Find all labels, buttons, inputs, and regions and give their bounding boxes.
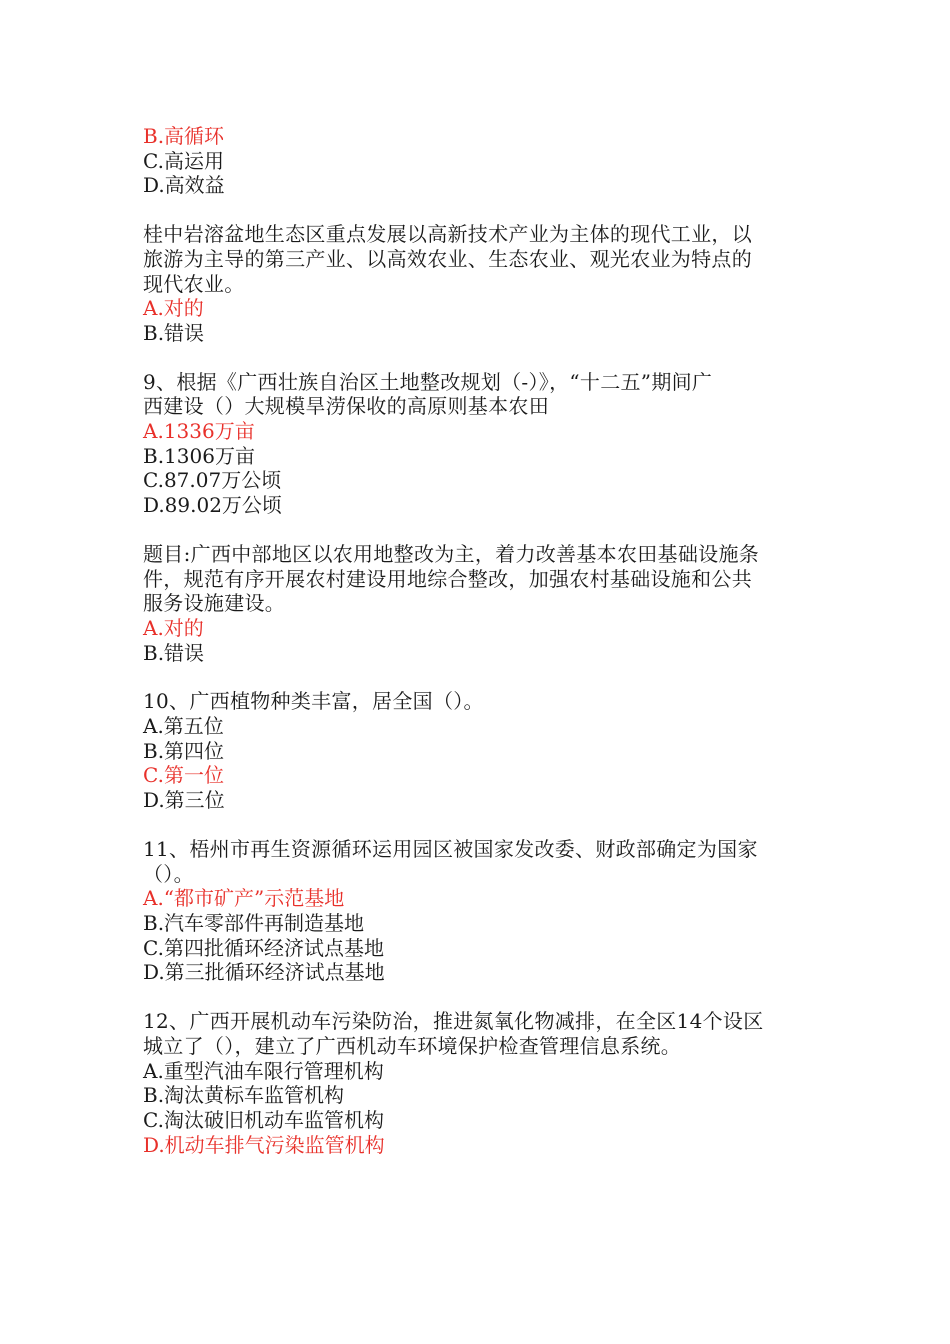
question-block — [143, 689, 803, 813]
answer-option: D.89.02万公顷 — [143, 493, 282, 518]
block-spacer — [143, 665, 803, 689]
answer-options — [143, 1059, 803, 1158]
question-stem-line: 城立了（），建立了广西机动车环境保护检查管理信息系统。 — [143, 1033, 682, 1058]
question-stem-line: 桂中岩溶盆地生态区重点发展以高新技术产业为主体的现代工业，以 — [143, 222, 752, 247]
question-stem-line: 10、广西植物种类丰富，居全国（）。 — [143, 689, 484, 714]
answer-option-correct: A.“都市矿产”示范基地 — [143, 886, 345, 911]
answer-options — [143, 124, 803, 198]
question-block — [143, 370, 803, 518]
question-block — [143, 124, 803, 198]
answer-options — [143, 714, 803, 813]
question-stem-line: 12、广西开展机动车污染防治，推进氮氧化物减排，在全区14个设区 — [143, 1009, 764, 1034]
question-stem-line: 西建设（）大规模旱涝保收的高原则基本农田 — [143, 394, 549, 419]
question-stem — [143, 1009, 803, 1058]
question-block — [143, 1009, 803, 1157]
answer-option: D.第三位 — [143, 788, 225, 813]
answer-options — [143, 616, 803, 665]
answer-option-correct: C.第一位 — [143, 763, 224, 788]
answer-option: B.错误 — [143, 320, 205, 345]
question-stem-line: 件，规范有序开展农村建设用地综合整改，加强农村基础设施和公共 — [143, 566, 752, 591]
answer-option: A.第五位 — [143, 714, 224, 739]
answer-option: C.淘汰破旧机动车监管机构 — [143, 1107, 384, 1132]
question-block — [143, 837, 803, 985]
question-stem-line: 9、根据《广西壮族自治区土地整改规划（-）》，“十二五”期间广 — [143, 369, 713, 394]
answer-option: C.第四批循环经济试点基地 — [143, 935, 384, 960]
block-spacer — [143, 813, 803, 837]
question-stem — [143, 222, 803, 296]
block-spacer — [143, 346, 803, 370]
answer-option-correct: A.对的 — [143, 615, 204, 640]
answer-option-correct: B.高循环 — [143, 124, 225, 148]
answer-option: B.汽车零部件再制造基地 — [143, 910, 365, 935]
block-spacer — [143, 198, 803, 222]
question-stem — [143, 370, 803, 419]
question-stem-line: 题目:广西中部地区以农用地整改为主，着力改善基本农田基础设施条 — [143, 541, 760, 566]
answer-option: B.淘汰黄标车监管机构 — [143, 1083, 345, 1108]
answer-option: D.高效益 — [143, 173, 225, 198]
answer-option: B.错误 — [143, 640, 205, 665]
answer-option: C.87.07万公顷 — [143, 468, 282, 493]
block-spacer — [143, 518, 803, 542]
answer-option: C.高运用 — [143, 148, 224, 173]
question-stem-line: 服务设施建设。 — [143, 591, 286, 616]
document-page — [143, 124, 803, 1157]
question-block — [143, 222, 803, 346]
answer-option: B.第四位 — [143, 738, 225, 763]
answer-options — [143, 296, 803, 345]
answer-option: B.1306万亩 — [143, 443, 255, 468]
question-stem — [143, 837, 803, 886]
answer-options — [143, 419, 803, 518]
answer-option: D.第三批循环经济试点基地 — [143, 960, 385, 985]
answer-options — [143, 886, 803, 985]
answer-option-correct: D.机动车排气污染监管机构 — [143, 1132, 385, 1157]
question-stem — [143, 689, 803, 714]
answer-option-correct: A.对的 — [143, 296, 204, 321]
question-stem-line: 现代农业。 — [143, 271, 245, 296]
block-spacer — [143, 985, 803, 1009]
question-block — [143, 542, 803, 666]
question-stem-line: （）。 — [143, 861, 194, 886]
question-stem-line: 11、梧州市再生资源循环运用园区被国家发改委、财政部确定为国家 — [143, 836, 758, 861]
question-stem — [143, 542, 803, 616]
answer-option: A.重型汽油车限行管理机构 — [143, 1058, 384, 1083]
answer-option-correct: A.1336万亩 — [143, 419, 255, 444]
question-stem-line: 旅游为主导的第三产业、以高效农业、生态农业、观光农业为特点的 — [143, 246, 752, 271]
